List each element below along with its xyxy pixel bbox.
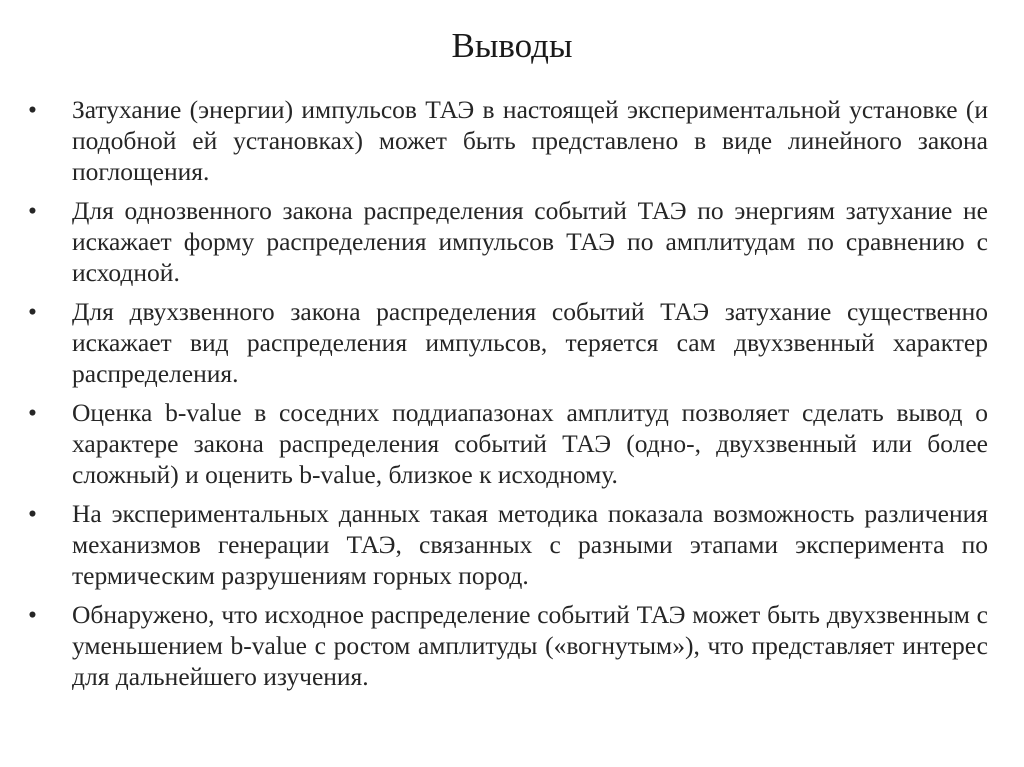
bullet-text: Для однозвенного закона распределения событий ТАЭ по энергиям затухание не искажает форму распределения импульсов ТАЭ по амплитудам по сравнению с исходной.: [72, 196, 988, 287]
bullet-text: Для двухзвенного закона распределения событий ТАЭ затухание существенно искажает вид распределения импульсов, теряется сам двухзвенный характер распределения.: [72, 297, 988, 388]
bullet-icon: •: [28, 297, 37, 326]
list-item: [28, 397, 988, 490]
list-item: [28, 599, 988, 692]
bullet-text: Обнаружено, что исходное распределение событий ТАЭ может быть двухзвенным с уменьшением b-value с ростом амплитуды («вогнутым»), что представляет интерес для дальнейшего изучения.: [72, 600, 988, 691]
bullet-icon: •: [28, 398, 37, 427]
bullet-text: На экспериментальных данных такая методика показала возможность различения механизмов генерации ТАЭ, связанных с разными этапами эксперимента по термическим разрушениям горных пород.: [72, 499, 988, 590]
bullet-icon: •: [28, 600, 37, 629]
list-item: [28, 195, 988, 288]
bullet-icon: •: [28, 95, 37, 124]
bullet-icon: •: [28, 196, 37, 225]
list-item: [28, 94, 988, 187]
bullet-text: Затухание (энергии) импульсов ТАЭ в настоящей экспериментальной установке (и подобной ей установках) может быть представлено в виде линейного закона поглощения.: [72, 95, 988, 186]
bullet-icon: •: [28, 499, 37, 528]
conclusions-list: [28, 94, 988, 700]
bullet-text: Оценка b-value в соседних поддиапазонах амплитуд позволяет сделать вывод о характере закона распределения событий ТАЭ (одно-, двухзвенный или более сложный) и оценить b-value, близкое к исходному.: [72, 398, 988, 489]
list-item: [28, 498, 988, 591]
list-item: [28, 296, 988, 389]
slide-title: Выводы: [451, 26, 573, 65]
